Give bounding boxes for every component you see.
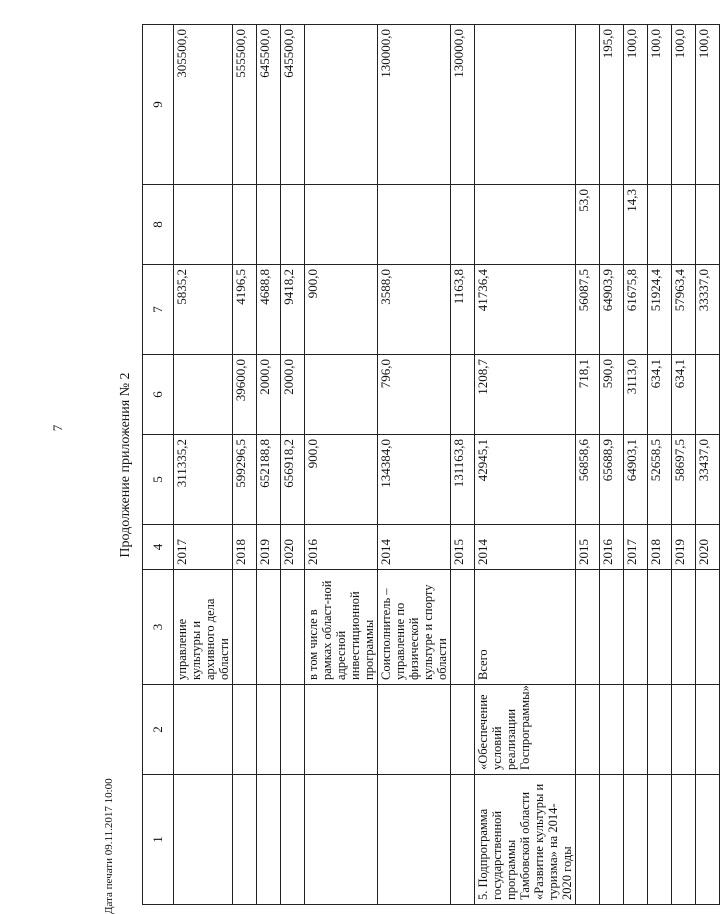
- table-cell-c6: 39600,0: [233, 355, 257, 435]
- table-row: [281, 25, 305, 905]
- table-row: [257, 25, 281, 905]
- column-header: 1: [143, 775, 174, 905]
- table-cell-c9: 100,0: [648, 25, 672, 185]
- table-cell-c3: управление культуры и архивного дела области: [174, 570, 233, 685]
- table-cell-c9: 645500,0: [257, 25, 281, 185]
- table-row: [233, 25, 257, 905]
- table-cell-c6: [696, 355, 720, 435]
- table-cell-c5: 58697,5: [672, 435, 696, 525]
- table-cell-c8: 53,0: [576, 185, 600, 265]
- table-cell-c4: 2014: [475, 525, 576, 570]
- print-date: Дата печати 09.11.2017 10:00: [103, 778, 115, 914]
- table-cell-c3: [624, 570, 648, 685]
- table-cell-c5: 42945,1: [475, 435, 576, 525]
- table-cell-c5: 599296,5: [233, 435, 257, 525]
- column-header: 3: [143, 570, 174, 685]
- page-number: 7: [50, 424, 65, 432]
- table-cell-c4: 2017: [624, 525, 648, 570]
- table-row: [305, 25, 378, 905]
- table-row: [600, 25, 624, 905]
- table-cell-c6: [451, 355, 475, 435]
- table-cell-c4: 2018: [233, 525, 257, 570]
- table-cell-c7: 5835,2: [174, 265, 233, 355]
- column-header: 7: [143, 265, 174, 355]
- table-cell-c9: 645500,0: [281, 25, 305, 185]
- table-cell-c7: 9418,2: [281, 265, 305, 355]
- table-cell-c4: 2016: [305, 525, 378, 570]
- table-cell-c7: 64903,9: [600, 265, 624, 355]
- table-cell-c6: 3113,0: [624, 355, 648, 435]
- table-cell-c7: 3588,0: [378, 265, 451, 355]
- table-cell-c7: 1163,8: [451, 265, 475, 355]
- column-header: 2: [143, 685, 174, 775]
- table-cell-c3: в том числе в рамках област-ной адресной инвестиционной программы: [305, 570, 378, 685]
- table-cell-c9: 100,0: [672, 25, 696, 185]
- table-cell-c5: 656918,2: [281, 435, 305, 525]
- table-cell-c5: 131163,8: [451, 435, 475, 525]
- table-cell-c3: [233, 570, 257, 685]
- table-cell-c1: [696, 775, 720, 905]
- table-cell-c7: 61675,8: [624, 265, 648, 355]
- table-cell-c7: 900,0: [305, 265, 378, 355]
- table-cell-c9: [576, 25, 600, 185]
- table-cell-c1: [305, 775, 378, 905]
- table-cell-c1: [174, 775, 233, 905]
- table-cell-c1: [257, 775, 281, 905]
- table-cell-c8: [305, 185, 378, 265]
- table-cell-c3: [451, 570, 475, 685]
- column-header: 4: [143, 525, 174, 570]
- table-cell-c4: 2019: [672, 525, 696, 570]
- table-cell-c6: 2000,0: [257, 355, 281, 435]
- table-cell-c8: [281, 185, 305, 265]
- table-cell-c2: [451, 685, 475, 775]
- table-cell-c7: 51924,4: [648, 265, 672, 355]
- table-body: [174, 25, 720, 905]
- table-cell-c4: 2020: [696, 525, 720, 570]
- table-cell-c7: 33337,0: [696, 265, 720, 355]
- table-cell-c3: Всего: [475, 570, 576, 685]
- table-cell-c2: [672, 685, 696, 775]
- table-cell-c5: 900,0: [305, 435, 378, 525]
- table-cell-c2: [233, 685, 257, 775]
- table-cell-c6: 718,1: [576, 355, 600, 435]
- table-cell-c2: [174, 685, 233, 775]
- table-row: [648, 25, 672, 905]
- table-cell-c3: [648, 570, 672, 685]
- table-cell-c2: [600, 685, 624, 775]
- table-cell-c8: [378, 185, 451, 265]
- table-cell-c8: [257, 185, 281, 265]
- table-cell-c1: [378, 775, 451, 905]
- table-cell-c5: 65688,9: [600, 435, 624, 525]
- table-cell-c1: [451, 775, 475, 905]
- table-cell-c1: [576, 775, 600, 905]
- table-cell-c9: [475, 25, 576, 185]
- table-cell-c1: [233, 775, 257, 905]
- table-cell-c5: 652188,8: [257, 435, 281, 525]
- table-cell-c8: [233, 185, 257, 265]
- table-cell-c2: [576, 685, 600, 775]
- table-cell-c6: 634,1: [672, 355, 696, 435]
- table-cell-c8: [475, 185, 576, 265]
- table-cell-c9: 100,0: [624, 25, 648, 185]
- rotated-table-block: [110, 25, 711, 905]
- table-cell-c1: [672, 775, 696, 905]
- budget-table: [142, 24, 720, 905]
- table-cell-c9: 130000,0: [451, 25, 475, 185]
- appendix-caption: Продолжение приложения № 2: [118, 372, 133, 558]
- column-header: 9: [143, 25, 174, 185]
- table-cell-c3: [600, 570, 624, 685]
- table-cell-c4: 2018: [648, 525, 672, 570]
- table-cell-c2: [624, 685, 648, 775]
- table-cell-c5: 56858,6: [576, 435, 600, 525]
- table-cell-c4: 2015: [451, 525, 475, 570]
- table-row: [378, 25, 451, 905]
- table-cell-c3: [576, 570, 600, 685]
- table-cell-c5: 64903,1: [624, 435, 648, 525]
- table-cell-c4: 2020: [281, 525, 305, 570]
- table-cell-c6: [174, 355, 233, 435]
- table-cell-c1: [281, 775, 305, 905]
- table-cell-c5: 311335,2: [174, 435, 233, 525]
- table-cell-c3: [257, 570, 281, 685]
- table-cell-c9: 100,0: [696, 25, 720, 185]
- table-cell-c8: [696, 185, 720, 265]
- table-cell-c5: 134384,0: [378, 435, 451, 525]
- table-cell-c5: 33437,0: [696, 435, 720, 525]
- table-cell-c1: [624, 775, 648, 905]
- table-cell-c9: 130000,0: [378, 25, 451, 185]
- table-cell-c4: 2015: [576, 525, 600, 570]
- table-cell-c6: 2000,0: [281, 355, 305, 435]
- table-cell-c2: «Обеспечение условий реализации Госпрограммы»: [475, 685, 576, 775]
- table-cell-c6: 590,0: [600, 355, 624, 435]
- table-cell-c2: [281, 685, 305, 775]
- table-cell-c3: [696, 570, 720, 685]
- table-cell-c4: 2014: [378, 525, 451, 570]
- table-cell-c9: 305500,0: [174, 25, 233, 185]
- table-cell-c9: 555500,0: [233, 25, 257, 185]
- table-cell-c8: [648, 185, 672, 265]
- table-cell-c7: 41736,4: [475, 265, 576, 355]
- table-row: [451, 25, 475, 905]
- table-row: [475, 25, 576, 905]
- table-cell-c6: 796,0: [378, 355, 451, 435]
- table-row: [576, 25, 600, 905]
- table-cell-c5: 52658,5: [648, 435, 672, 525]
- table-cell-c7: 4688,8: [257, 265, 281, 355]
- table-cell-c7: 4196,5: [233, 265, 257, 355]
- table-cell-c4: 2019: [257, 525, 281, 570]
- table-cell-c8: [451, 185, 475, 265]
- header-row: [143, 25, 174, 905]
- table-cell-c1: [648, 775, 672, 905]
- table-cell-c8: [600, 185, 624, 265]
- table-cell-c3: Соисполнитель – управление по физической культуре и спорту области: [378, 570, 451, 685]
- table-cell-c7: 56087,5: [576, 265, 600, 355]
- table-cell-c6: [305, 355, 378, 435]
- table-cell-c8: [672, 185, 696, 265]
- table-cell-c9: [305, 25, 378, 185]
- table-cell-c2: [305, 685, 378, 775]
- table-row: [624, 25, 648, 905]
- table-cell-c2: [378, 685, 451, 775]
- column-header: 6: [143, 355, 174, 435]
- table-row: [672, 25, 696, 905]
- table-cell-c7: 57963,4: [672, 265, 696, 355]
- table-cell-c3: [281, 570, 305, 685]
- table-cell-c2: [696, 685, 720, 775]
- table-cell-c1: [600, 775, 624, 905]
- table-cell-c4: 2016: [600, 525, 624, 570]
- table-cell-c2: [648, 685, 672, 775]
- table-row: [696, 25, 720, 905]
- table-cell-c8: [174, 185, 233, 265]
- table-cell-c3: [672, 570, 696, 685]
- table-cell-c4: 2017: [174, 525, 233, 570]
- table-cell-c9: 195,0: [600, 25, 624, 185]
- table-cell-c6: 634,1: [648, 355, 672, 435]
- column-header: 5: [143, 435, 174, 525]
- table-cell-c1: 5. Подпрограмма государственной программы Тамбовской области «Развитие культуры и туризма» на 2014-2020 годы: [475, 775, 576, 905]
- table-row: [174, 25, 233, 905]
- table-cell-c8: 14,3: [624, 185, 648, 265]
- table-cell-c6: 1208,7: [475, 355, 576, 435]
- column-header: 8: [143, 185, 174, 265]
- table-cell-c2: [257, 685, 281, 775]
